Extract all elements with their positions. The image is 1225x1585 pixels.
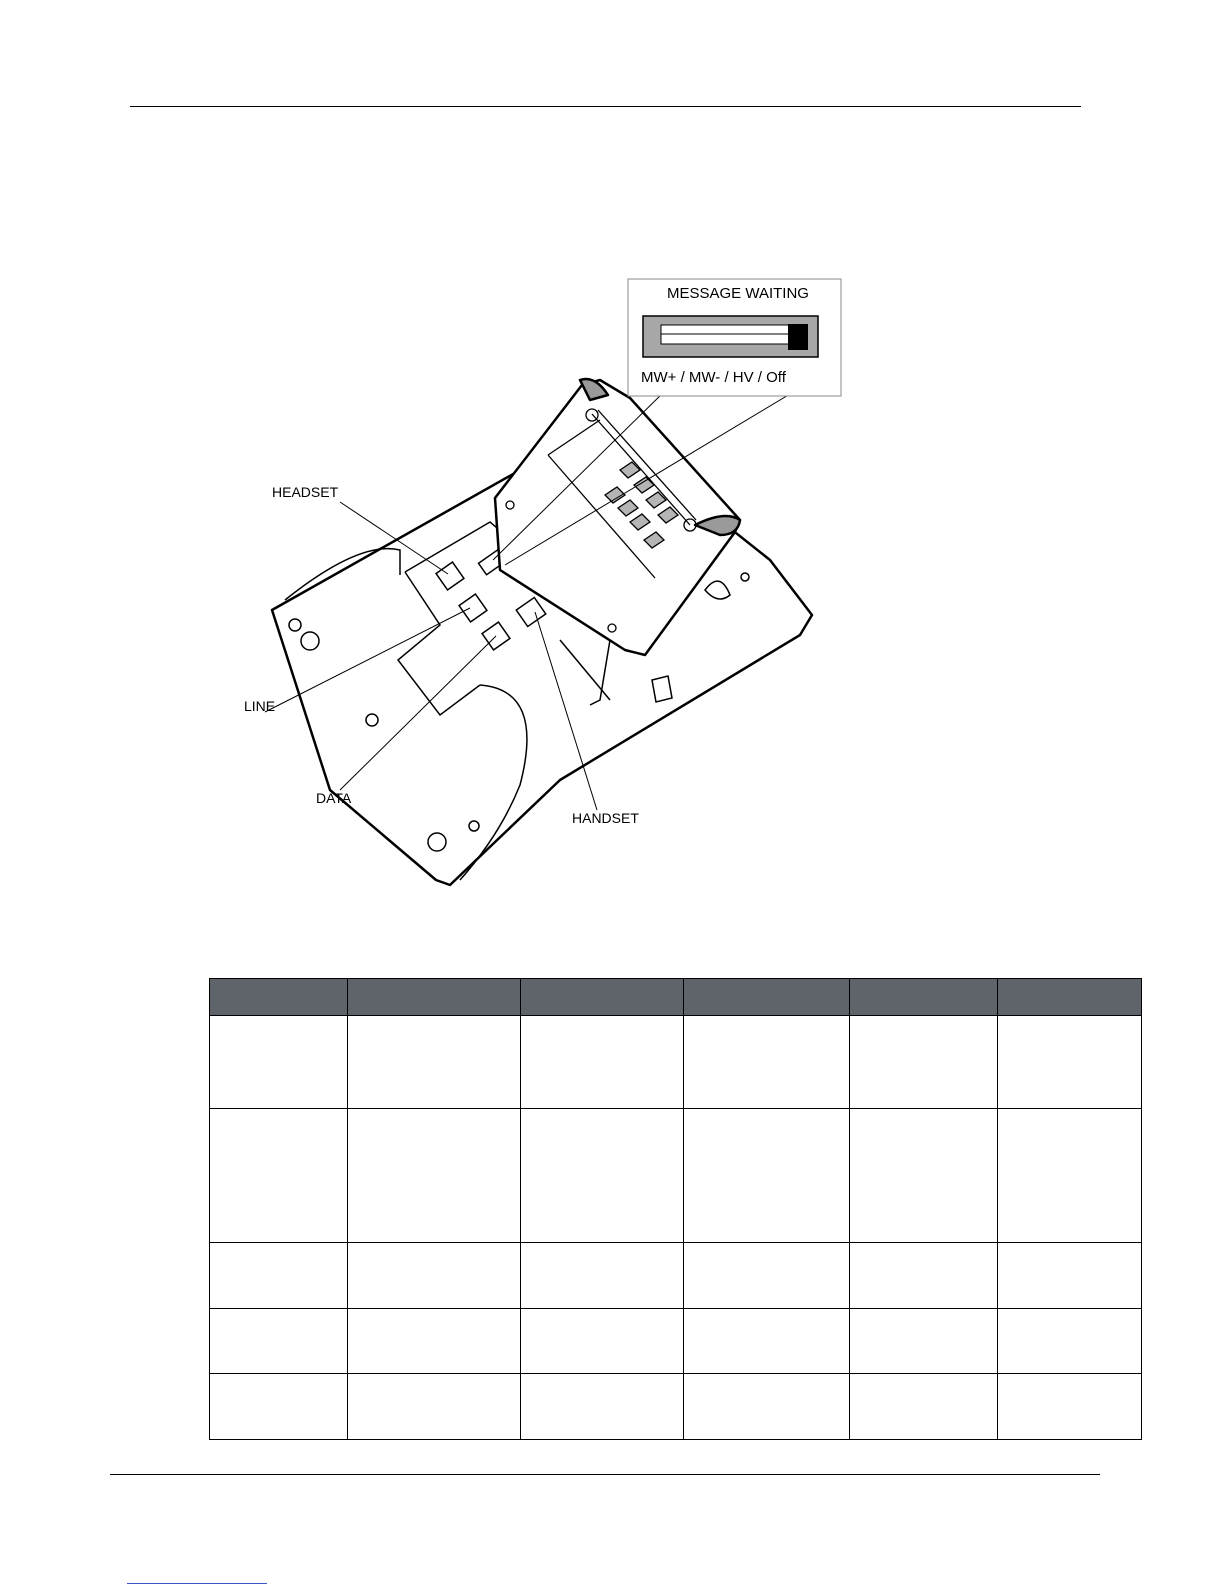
table-row [210, 1309, 1142, 1374]
table-cell [998, 1374, 1142, 1440]
footer-rule [110, 1474, 1100, 1475]
table-header-row [210, 979, 1142, 1016]
table-cell [684, 1016, 850, 1109]
table-cell [998, 1109, 1142, 1243]
footer-link-underline [127, 1583, 267, 1584]
table-cell [210, 1374, 348, 1440]
table-cell [998, 1016, 1142, 1109]
table-cell [684, 1243, 850, 1309]
table-cell [348, 1374, 521, 1440]
header-cell [684, 979, 850, 1016]
connector-table [209, 978, 1142, 1440]
table-cell [348, 1243, 521, 1309]
table-cell [521, 1109, 684, 1243]
table-cell [348, 1016, 521, 1109]
table-cell [521, 1374, 684, 1440]
table-cell [684, 1309, 850, 1374]
header-cell [210, 979, 348, 1016]
handset-jack [516, 597, 545, 626]
table-cell [850, 1374, 998, 1440]
table-row [210, 1374, 1142, 1440]
table-cell [210, 1309, 348, 1374]
data-label: DATA [316, 790, 352, 806]
table-cell [521, 1309, 684, 1374]
table-cell [850, 1243, 998, 1309]
table-cell [210, 1243, 348, 1309]
table-cell [210, 1016, 348, 1109]
table-cell [684, 1374, 850, 1440]
headset-jack [436, 562, 464, 590]
table-cell [684, 1109, 850, 1243]
handset-label: HANDSET [572, 810, 639, 826]
table-row [210, 1016, 1142, 1109]
mw-slider-knob [788, 324, 808, 350]
table-cell [521, 1243, 684, 1309]
table-cell [521, 1016, 684, 1109]
table-cell [850, 1016, 998, 1109]
line-label: LINE [244, 698, 276, 714]
header-cell [348, 979, 521, 1016]
message-waiting-inset [628, 279, 841, 396]
table-row [210, 1243, 1142, 1309]
table-row [210, 1109, 1142, 1243]
header-cell [850, 979, 998, 1016]
line-jack [459, 594, 487, 622]
table-cell [348, 1309, 521, 1374]
mw-title: MESSAGE WAITING [667, 285, 809, 302]
table-cell [998, 1309, 1142, 1374]
mw-options: MW+ / MW- / HV / Off [641, 369, 786, 386]
header-cell [521, 979, 684, 1016]
table-cell [210, 1109, 348, 1243]
table-cell [850, 1109, 998, 1243]
headset-label: HEADSET [272, 484, 339, 500]
header-cell [998, 979, 1142, 1016]
table-cell [998, 1243, 1142, 1309]
table-cell [348, 1109, 521, 1243]
table-cell [850, 1309, 998, 1374]
